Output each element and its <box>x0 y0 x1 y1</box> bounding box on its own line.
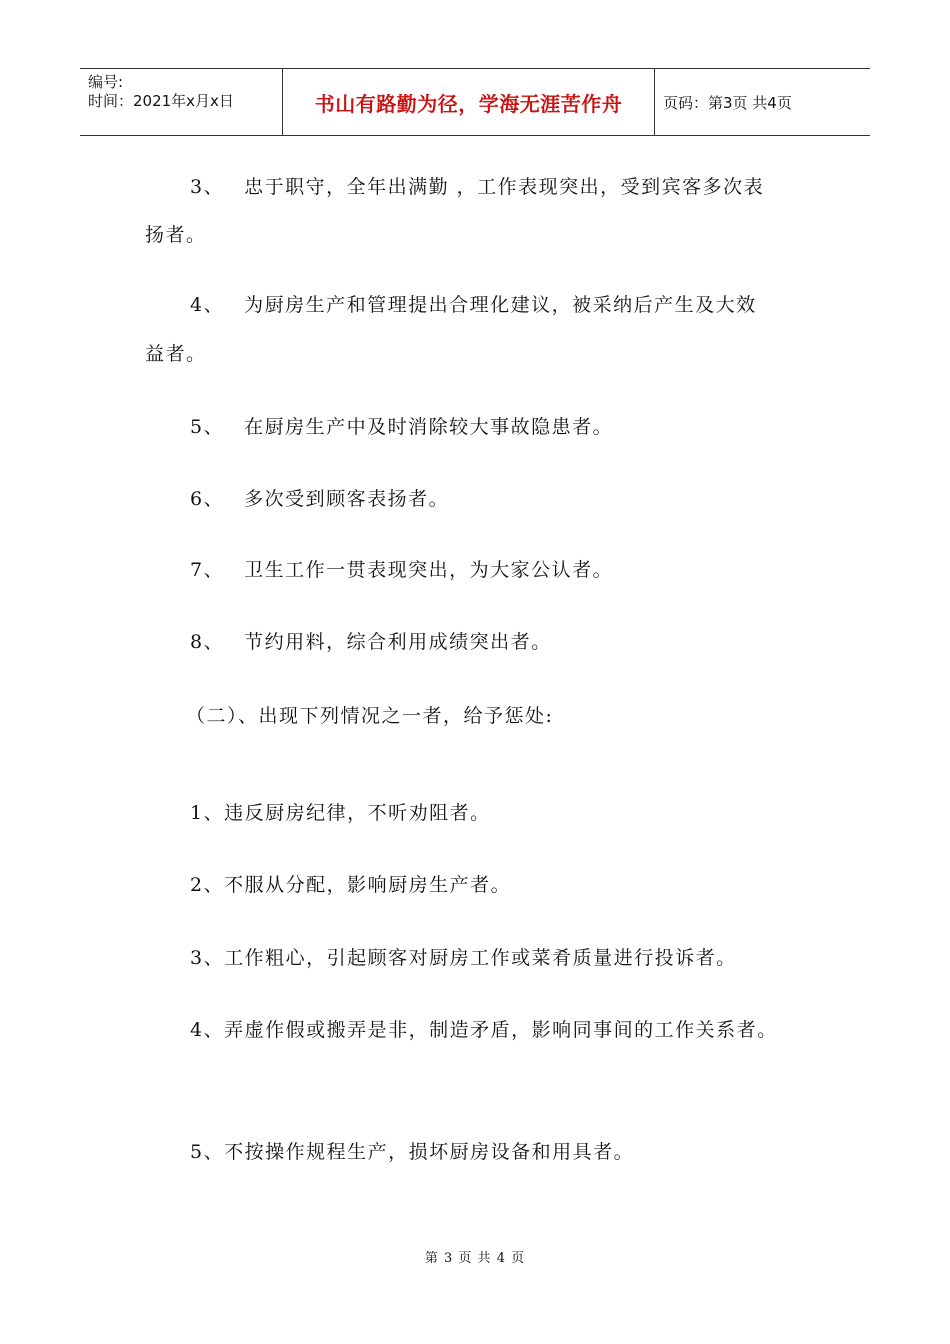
reward-item-4-continued: 益者。 <box>145 343 207 365</box>
reward-item-8 <box>190 629 552 655</box>
reward-item-3 <box>190 174 764 200</box>
header-page-info: 页码：第3页 共4页 <box>663 94 792 112</box>
reward-item-6 <box>190 486 449 512</box>
item-text: 卫生工作一贯表现突出，为大家公认者。 <box>244 559 614 581</box>
document-number-label: 编号: <box>88 73 124 91</box>
reward-item-4 <box>190 292 757 318</box>
penalty-item-1: 1、违反厨房纪律，不听劝阻者。 <box>190 802 491 824</box>
item-number: 6、 <box>190 488 225 510</box>
penalty-item-2: 2、不服从分配，影响厨房生产者。 <box>190 874 512 896</box>
item-text: 节约用料，综合利用成绩突出者。 <box>244 631 552 653</box>
penalty-item-5: 5、不按操作规程生产，损坏厨房设备和用具者。 <box>190 1141 635 1163</box>
item-number: 4、 <box>190 294 225 316</box>
penalty-item-3: 3、工作粗心，引起顾客对厨房工作或菜肴质量进行投诉者。 <box>190 947 737 969</box>
item-number: 5、 <box>190 416 225 438</box>
section-heading: （二）、出现下列情况之一者，给予惩处: <box>186 705 554 727</box>
item-text: 多次受到顾客表扬者。 <box>244 488 450 510</box>
item-number: 3、 <box>190 176 225 198</box>
page-header <box>80 68 870 136</box>
item-text: 在厨房生产中及时消除较大事故隐患者。 <box>244 416 614 438</box>
item-number: 8、 <box>190 631 225 653</box>
header-motto: 书山有路勤为径，学海无涯苦作舟 <box>314 92 623 116</box>
penalty-item-4: 4、弄虚作假或搬弄是非，制造矛盾，影响同事间的工作关系者。 <box>190 1019 778 1041</box>
page-footer: 第 3 页 共 4 页 <box>424 1251 526 1266</box>
item-number: 7、 <box>190 559 225 581</box>
reward-item-3-continued: 扬者。 <box>145 224 207 246</box>
header-meta <box>88 73 284 111</box>
document-date: 时间：2021年x月x日 <box>88 92 234 110</box>
reward-item-7 <box>190 557 613 583</box>
item-text: 为厨房生产和管理提出合理化建议，被采纳后产生及大效 <box>244 294 757 316</box>
reward-item-5 <box>190 414 613 440</box>
header-divider <box>654 69 655 135</box>
item-text: 忠于职守，全年出满勤 ，工作表现突出，受到宾客多次表 <box>244 176 765 198</box>
